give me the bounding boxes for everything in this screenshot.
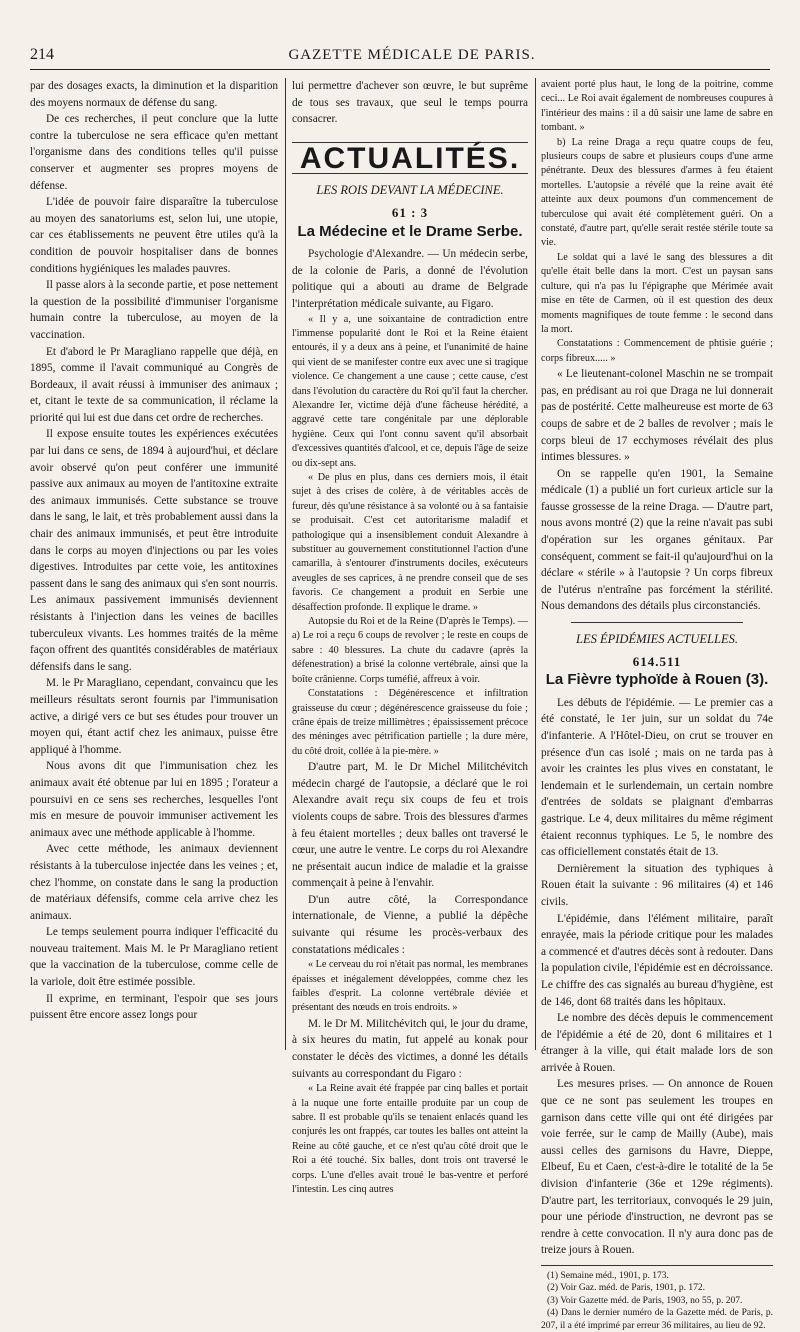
article-headline: La Fièvre typhoïde à Rouen (3).	[545, 671, 769, 689]
paragraph: M. le Dr M. Militchévitch qui, le jour du drame, à six heures du matin, fut appelé au konak pour constater le décès des victimes, a donné les détails suivants au correspondant du Figaro :	[292, 1017, 528, 1080]
paragraph: Avec cette méthode, les animaux deviennent résistants à la tuberculose injectée dans les veines ; et, chez l'homme, on constate dans le sang la production de matériaux défensifs, comme cela arrive chez les animaux.	[30, 843, 278, 922]
paragraph: D'un autre côté, la Correspondance internationale, de Vienne, a publié la dépêche suivante qui résume les procès-verbaux des constatations médicales :	[292, 893, 528, 956]
header-rule	[30, 69, 770, 70]
paragraph: Il passe alors à la seconde partie, et pose nettement la question de la possibilité d'immuniser l'organisme humain contre la tuberculose, au moyen de la vaccination.	[30, 279, 278, 341]
column-middle	[292, 78, 528, 1196]
paragraph: L'épidémie, dans l'élément militaire, paraît enrayée, mais la période critique pour les malades a commencé et d'autres décès sont à redouter. Dans la population civile, l'épidémie est en décroissance. Le chiffre des cas signalés au bureau d'hygiène, est de 146, dont 68 traités dans les hôpitaux.	[541, 912, 773, 1008]
paragraph: Le nombre des décès depuis le commencement de l'épidémie a été de 20, dont 6 militaires et 1 étranger à la ville, qui était malade lors de son arrivée à Rouen.	[541, 1012, 773, 1074]
paragraph: « Le lieutenant-colonel Maschin ne se trompait pas, en prédisant au roi que Draga ne lui donnerait pas de postérité. Cette malheureuse est morte de 63 coups de sabre et de 2 balles de revolver ; mais le corps bleui de 17 ecchymoses révélait des plus intimes blessures. »	[541, 368, 773, 464]
paragraph: Les débuts de l'épidémie. — Le premier cas a été constaté, le 1er juin, sur un soldat du 74e d'infanterie. A l'Hôtel-Dieu, on crut se trouver en présence d'un cas isolé ; mais on ne tarda pas à avoir les craintes les plus vives en constatant, le lendemain et le surlendemain, un certain nombre d'entrées de soldats se plaignant d'embarras gastrique. Le 4, deux militaires du même régiment étaient reconnus typhiques. Le 5, le nombre des cas officiellement constatés était de 13.	[541, 696, 773, 859]
paragraph: b) La reine Draga a reçu quatre coups de feu, plusieurs coups de sabre et plusieurs coups d'une arme pénétrante. Deux des blessures d'armes à feu étaient mortelles. L'autopsie a révélé que la reine avait été atteinte aux deux poumons d'un commencement de tuberculose qui avait été complètement guéri. On a constaté, d'autre part, qu'elle serait restée stérile toute sa vie.	[541, 136, 773, 249]
paragraph: avaient porté plus haut, le long de la poitrine, comme ceci... Le Roi avait également de nombreuses coupures à l'intérieur des mains : il a dû saisir une lame de sabre en tombant. »	[541, 79, 773, 134]
paragraph: De ces recherches, il peut conclure que la lutte contre la tuberculose ne sera efficace qu'en mettant l'organisme dans des conditions telles qu'il puisse conserver et augmenter ses propres moyens de défense.	[30, 113, 278, 192]
footnote: (1) Semaine méd., 1901, p. 173.	[547, 1271, 669, 1281]
paragraph: Nous avons dit que l'immunisation chez les animaux avait été obtenue par lui en 1895 ; l'orateur a poursuivi en ce sens ses recherches, lesquelles l'ont mis en mesure de pouvoir immuniser activement les animaux avec une méthode applicable à l'homme.	[30, 760, 278, 839]
paragraph: Le soldat qui a lavé le sang des blessures a dit qu'elle était belle dans la mort. C'est un paysan sans culture, qui n'a pas lu l'épigraphe que Mérimée avait mise en tête de Carmen, où il est question des deux moments magnifiques de toute femme : le second dans la mort.	[541, 251, 773, 335]
column-right	[541, 78, 773, 1331]
paragraph: Il exprime, en terminant, l'espoir que ses jours puissent être encore assez longs pour	[30, 992, 278, 1022]
column-left	[30, 78, 278, 1053]
section-kicker: LES ÉPIDÉMIES ACTUELLES.	[576, 632, 738, 647]
paragraph: On se rappelle qu'en 1901, la Semaine médicale (1) a publié un fort curieux article sur la fausse grossesse de la reine Draga. — D'autre part, nous avons montré (2) que la reine n'avait pas subi d'opération sur les organes génitaux. Par conséquent, comment se fait-il qu'aujourd'hui on la déclare « stérile » à l'autopsie ? Un corps fibreux de l'utérus n'entraîne pas forcément la stérilité. Nous demandons des détails plus circonstanciés.	[541, 467, 773, 613]
footnote: (4) Dans le dernier numéro de la Gazette méd. de Paris, p. 207, il a été imprimé par erreur 36 militaires, au lieu de 92.	[541, 1308, 773, 1331]
footnote: (3) Voir Gazette méd. de Paris, 1903, no 55, p. 207.	[547, 1295, 743, 1306]
paragraph: M. le Pr Maragliano, cependant, convaincu que les meilleurs résultats seront fournis par l'immunisation active, a dirigé vers ce but ses études pour trouver un moyen qui, étant actif chez les animaux, puisse être appliqué à l'homme.	[30, 677, 278, 756]
paragraph: Dernièrement la situation des typhiques à Rouen était la suivante : 96 militaires (4) et 146 civils.	[541, 862, 773, 908]
paragraph: L'idée de pouvoir faire disparaître la tuberculose au moyen des sanatoriums est, selon lui, une utopie, car ces établissements ne peuvent être utiles qu'à la condition de pouvoir hospitaliser dans de bonnes conditions hygiéniques les malades pauvres.	[30, 196, 278, 275]
footnotes	[541, 1265, 773, 1332]
paragraph: Psychologie d'Alexandre. — Un médecin serbe, de la colonie de Paris, a donné de l'évolution politique qui a abouti au drame de Belgrade l'interprétation médicale suivante, au Figaro.	[292, 248, 528, 310]
journal-title: GAZETTE MÉDICALE DE PARIS.	[288, 47, 536, 63]
article-headline: La Médecine et le Drame Serbe.	[297, 222, 523, 240]
paragraph: par des dosages exacts, la diminution et la disparition des moyens normaux de défense du sang.	[30, 80, 278, 109]
paragraph: « Il y a, une soixantaine de contradiction entre l'immense popularité dont le Roi et la Reine étaient entourés, il y a deux ans à peine, et l'unanimité de haine qui vient de se manifester contre eux avec une si tragique violence. Ce changement a une cause ; cette cause, c'est dans l'évolution du caractère du Roi qu'il faut la chercher. Alexandre Ier, victime déjà d'une fâcheuse hérédité, a aggravé cette tare congénitale par une déplorable hygiène. Ceux qui l'ont connu savent qu'il absorbait d'excessives quantités d'alcool, et ce, depuis l'âge de seize ou dix-sept ans.	[292, 313, 528, 469]
paragraph: Constatations : Dégénérescence et infiltration graisseuse du cœur ; dégénérescence graisseuse du foie ; crâne épais de treize millimètres ; épaississement précoce des méninges avec pétrification partielle ; la dure mère, du côté droit, collée à la pie-mère. »	[292, 688, 528, 757]
classification-code: 61 : 3	[391, 204, 429, 220]
paragraph: Autopsie du Roi et de la Reine (D'après le Temps). — a) Le roi a reçu 6 coups de revolver ; le reste en coups de sabre : 40 blessures. La chute du cadavre (après la défenestration) a brisé la colonne vertébrale, ainsi que la boîte crânienne. Corps tuméfié, affreux à voir.	[292, 616, 528, 685]
paragraph: lui permettre d'achever son œuvre, le but suprême de tous ses travaux, que seul le temps pourra consacrer.	[292, 80, 528, 126]
footnote: (2) Voir Gaz. méd. de Paris, 1901, p. 172.	[547, 1283, 705, 1294]
section-kicker: LES ROIS DEVANT LA MÉDECINE.	[316, 183, 504, 198]
section-banner: ACTUALITÉS.	[292, 142, 528, 175]
paragraph: Et d'abord le Pr Maragliano rappelle que déjà, en 1895, comme il l'avait communiqué au Congrès de Bordeaux, il avait réussi à immuniser des animaux ; et, citant le texte de sa communication, il réclame la priorité qui lui est due dans cet ordre de recherches.	[30, 345, 278, 424]
page-number: 214	[30, 46, 54, 63]
column-divider	[285, 78, 286, 1050]
page-header	[30, 46, 770, 66]
paragraph: D'autre part, M. le Dr Michel Militchévitch médecin chargé de l'autopsie, a déclaré que le roi Alexandre avait reçu six coups de feu et trois violents coups de sabre. Trois des blessures d'armes à feu étaient mortelles ; deux balles ont traversé le cœur, une autre le ventre. Le corps du roi Alexandre ne présentait aucun indice de maladie et la graisse commençait à peine à l'envahir.	[292, 761, 528, 890]
paragraph: « Le cerveau du roi n'était pas normal, les membranes épaisses et inégalement développées, comme chez les faibles d'esprit. La colonne vertébrale déviée et présentant des nœuds en trois endroits. »	[292, 959, 528, 1014]
paragraph: Les mesures prises. — On annonce de Rouen que ce ne sont pas seulement les troupes en garnison dans cette ville qui ont été dirigées par voie ferrée, sur le camp de Mailly (Aube), mais aussi celles des garnisons du Havre, Dieppe, Elbeuf, Eu et Caen, c'est-à-dire le totalité de la 5e division d'infanterie (36e et 129e régiments). D'autre part, les territoriaux, convoqués le 29 juin, pour une période d'instruction, ne devront pas se rendre à cette convocation. Il n'y aura donc pas de treize jours à Rouen.	[541, 1078, 773, 1257]
classification-code: 614.511	[632, 653, 682, 669]
column-divider	[535, 78, 536, 1050]
section-divider	[571, 622, 743, 623]
paragraph: Le temps seulement pourra indiquer l'efficacité du nouveau traitement. Mais M. le Pr Maragliano retient que la vaccination de la tuberculose, comme celle de la variole, doit être estimée possible.	[30, 926, 278, 989]
paragraph: Constatations : Commencement de phtisie guérie ; corps fibreux..... »	[541, 338, 773, 364]
paragraph: Il expose ensuite toutes les expériences exécutées par lui dans ce sens, de 1894 à aujourd'hui, et déclare avoir observé qu'on peut conférer une immunité passive aux animaux au moyen de l'antitoxine extraite des animaux immunisés. Cette substance se trouve dans le sang, le lait, et très probablement aussi dans la chair des animaux immunisés, et peut être introduite dans le corps au moyen d'injections ou par les voies digestives. Introduites par cette voie, les antitoxines passent dans le sang des animaux qui s'en sont nourris. Les animaux passivement immunisés deviennent résistants à l'injection dans les veines de bacilles tuberculeux vivants. Les hommes traités de la même façon offrent des quantités considérables de matériaux défensifs dans le sang.	[30, 428, 278, 673]
paragraph: « La Reine avait été frappée par cinq balles et portait à la nuque une forte entaille produite par un coup de sabre. Il est probable qu'ils se tenaient enlacés quand les conjurés les ont frappés, car toutes les balles ont atteint la Reine au côté gauche, et ce n'est qu'au côté droit que le Roi a été touché. Six balles, dont trois ont traversé le corps. L'une d'elles avait troué le bas-ventre et perforé l'intestin. Les cinq autres	[292, 1083, 528, 1196]
paragraph: « De plus en plus, dans ces derniers mois, il était sujet à des crises de colère, à de véritables accès de fureur, dès qu'une résistance à sa volonté ou à sa fantaisie se produisait. C'est cet autoritarisme maladif et pathologique qui a insensiblement conduit Alexandre à substituer au gouvernement constitutionnel l'action d'une camarilla, à s'entourer d'instruments dociles, exécuteurs aveugles de ses caprices, à ne prendre conseil que de ses favoris. Ce changement a produit en Serbie une désaffection profonde. Il explique le drame. »	[292, 472, 528, 613]
